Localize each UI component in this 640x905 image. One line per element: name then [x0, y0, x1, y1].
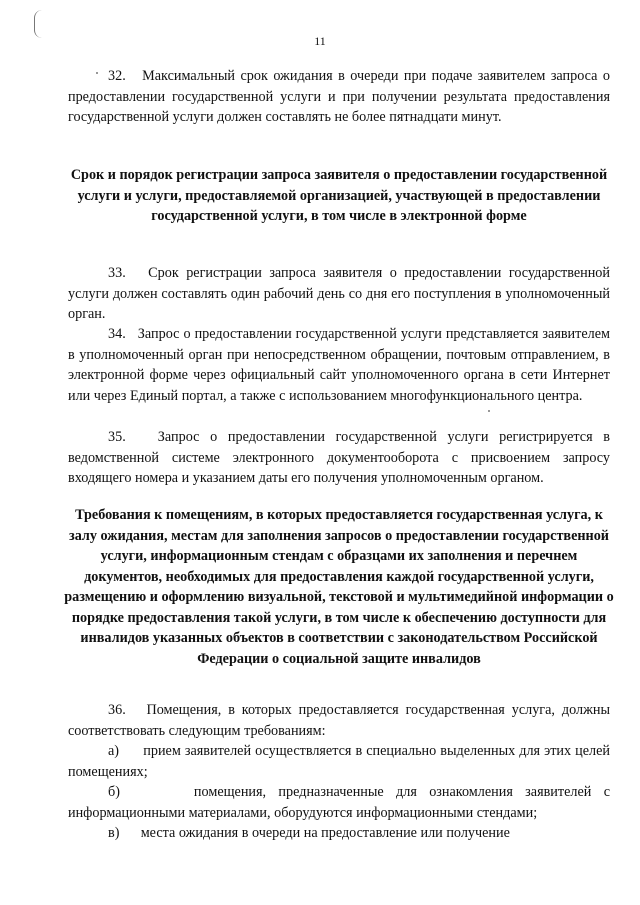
paragraph-36: 36. Помещения, в которых предоставляется государственная услуга, должны соответствовать следующим требованиям: [68, 702, 610, 739]
paragraph-33: 33. Срок регистрации запроса заявителя о предоставлении государственной услуги должен составлять один рабочий день со дня его поступления в уполномоченный орган. [68, 265, 610, 322]
list-item-b: б) помещения, предназначенные для ознакомления заявителей с информационными материалами, оборудуются информационными стендами; [68, 784, 610, 821]
scan-speck [488, 410, 490, 412]
paragraph-32: 32. Максимальный срок ожидания в очереди при подаче заявителем запроса о предоставлении государственной услуги и при получении результата предоставления государственной услуги должен составлять не более пятнадцати минут. [68, 68, 610, 125]
section-heading-premises: Требования к помещениям, в которых предоставляется государственная услуга, к залу ожидания, местам для заполнения запросов о предоставлении государственной услуги, информационным стендам с образцами их заполнения и перечнем документов, необходимых для предоставления каждой государственной услуги, размещению и оформлению визуальной, текстовой и мультимедийной информации о порядке предоставления такой услуги, в том числе к обеспечению доступности для инвалидов указанных объектов в соответствии с законодательством Российской Федерации о социальной защите инвалидов [64, 507, 614, 667]
paragraph-34: 34. Запрос о предоставлении государственной услуги представляется заявителем в уполномоченный орган при непосредственном обращении, почтовым отправлением, в электронной форме через официальный сайт уполномоченного органа в сети Интернет или через Единый портал, а также с использованием многофункционального центра. [68, 326, 610, 404]
page-number: 11 [314, 34, 326, 48]
list-item-a: а) прием заявителей осуществляется в специально выделенных для этих целей помещениях; [68, 743, 610, 780]
paragraph-35: 35. Запрос о предоставлении государственной услуги регистрируется в ведомственной системе электронного документооборота с присвоением запросу входящего номера и указанием даты его получения уполномоченным органом. [68, 429, 610, 486]
list-item-v: в) места ожидания в очереди на предоставление или получение [108, 825, 510, 841]
section-heading-registration: Срок и порядок регистрации запроса заявителя о предоставлении государственной услуги и услуги, предоставляемой организацией, участвующей в предоставлении государственной услуги, в том числе в электронной форме [70, 167, 608, 224]
